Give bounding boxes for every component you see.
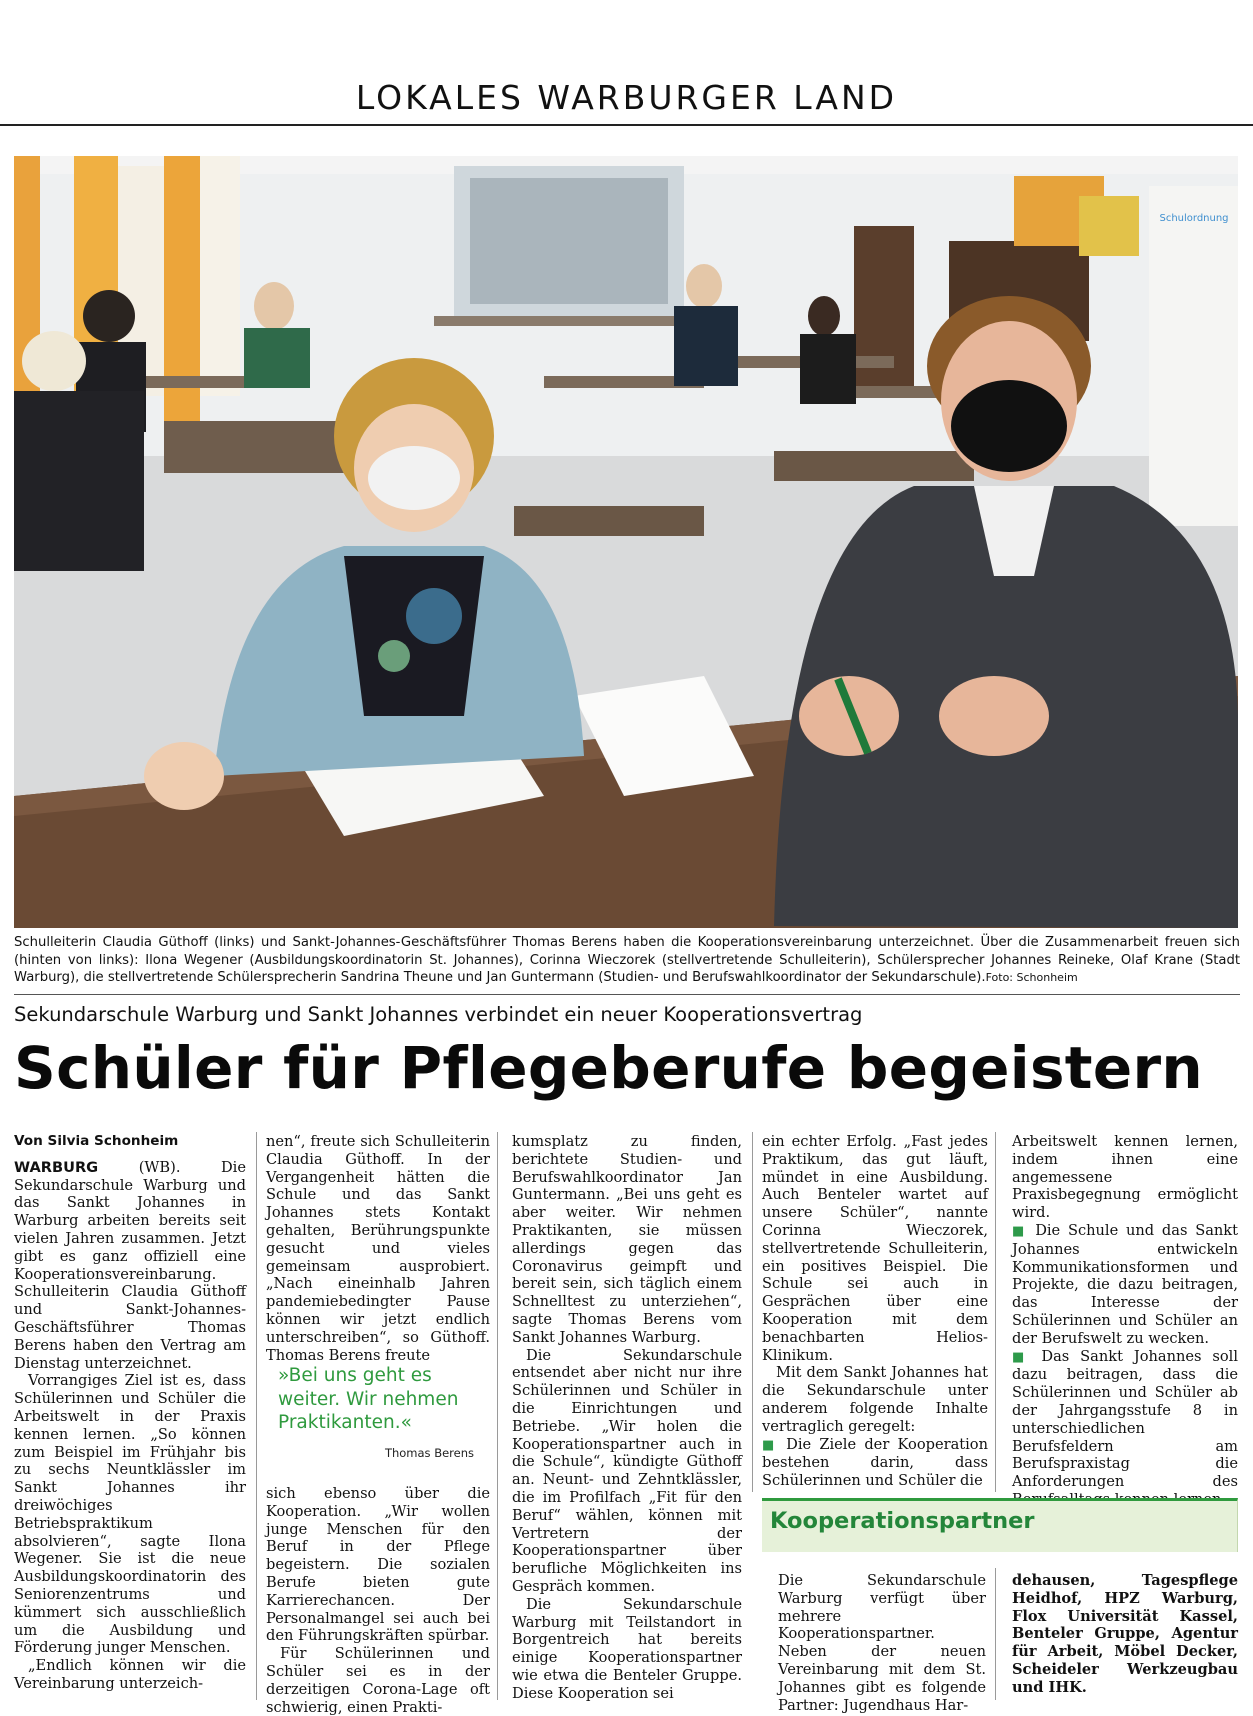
column-divider xyxy=(995,1132,996,1492)
paragraph: sich ebenso über die Kooperation. „Wir wollen junge Menschen für den Beruf in der Pflege begeistern. Die sozialen Berufe bieten gute Karrierechancen. Der Personalmangel sei auch bei den Führungskräften spürbar. xyxy=(266,1485,490,1645)
paragraph: Die Sekundarschule Warburg mit Teilstandort in Borgentreich hat bereits einige Kooperationspartner wie etwa die Benteler Gruppe. Diese Kooperation sei xyxy=(512,1595,742,1702)
square-bullet-icon: ■ xyxy=(1012,1223,1028,1239)
paragraph: „Endlich können wir die Vereinbarung unterzeich- xyxy=(14,1657,246,1692)
paragraph: Arbeitswelt kennen lernen, indem ihnen eine angemessene Praxisbegegnung ermöglicht wird. xyxy=(1012,1133,1238,1222)
paragraph: dehausen, Tagespflege Heidhof, HPZ Warburg, Flox Universität Kassel, Benteler Gruppe, Agentur für Arbeit, Möbel Decker, Scheideler Werkzeugbau und IHK. xyxy=(1012,1572,1238,1696)
paragraph: (WB). Die Sekundarschule Warburg und das Sankt Johannes in Warburg arbeiten bereits seit vielen Jahren zusammen. Jetzt gibt es ganz offiziell eine Kooperationsvereinbarung. Schulleiterin Claudia Güthoff und Sankt-Johannes-Geschäftsführer Thomas Berens haben den Vertrag am Dienstag unterzeichnet. xyxy=(14,1158,246,1372)
list-item: Die Ziele der Kooperation bestehen darin, dass Schülerinnen und Schüler die xyxy=(762,1435,988,1490)
section-title: LOKALES WARBURGER LAND xyxy=(355,78,898,117)
byline: Von Silvia Schonheim xyxy=(14,1133,179,1149)
infobox-column-1 xyxy=(778,1572,986,1714)
infobox-column-2 xyxy=(1012,1572,1238,1697)
paragraph: ein echter Erfolg. „Fast jedes Praktikum, das gut läuft, mündet in eine Ausbildung. Auch Benteler wartet auf unsere Schüler“, nannte Corinna Wieczorek, stellvertretende Schulleiterin, ein positives Beispiel. Die Schule sei auch in Gesprächen über eine Kooperation mit dem benachbarten Helios-Klinikum. xyxy=(762,1133,988,1364)
paragraph: nen“, freute sich Schulleiterin Claudia Güthoff. In der Vergangenheit hätten die Schule und das Sankt Johannes stets Kontakt gehalten, Berührungspunkte gesucht und vieles gemeinsam ausprobiert. „Nach eineinhalb Jahren pandemiebedingter Pause können wir jetzt endlich unterschreiben“, so Güthoff. Thomas Berens freute xyxy=(266,1133,490,1364)
list-item: Die Schule und das Sankt Johannes entwickeln Kommunikationsformen und Projekte, die dazu beitragen, das Interesse der Schülerinnen und Schüler an der Berufswelt zu wecken. xyxy=(1012,1221,1238,1347)
pull-quote: »Bei uns geht es weiter. Wir nehmen Praktikanten.« xyxy=(278,1365,459,1433)
paragraph: Mit dem Sankt Johannes hat die Sekundarschule unter anderem folgende Inhalte vertraglich geregelt: xyxy=(762,1364,988,1435)
article-column-5 xyxy=(1012,1133,1238,1509)
paragraph: Die Sekundarschule Warburg verfügt über mehrere Kooperationspartner. Neben der neuen Vereinbarung mit dem St. Johannes gibt es folgende Partner: Jugendhaus Har- xyxy=(778,1572,986,1714)
top-rule xyxy=(0,124,1253,126)
article-column-2b xyxy=(266,1485,490,1716)
article-photo xyxy=(14,156,1238,928)
paragraph: kumsplatz zu finden, berichtete Studien- und Berufswahlkoordinator Jan Guntermann. „Bei uns geht es aber weiter. Wir nehmen Praktikanten, sie müssen allerdings gegen das Coronavirus geimpft und bereit sein, sich täglich einem Schnelltest zu unterziehen“, sagte Thomas Berens vom Sankt Johannes Warburg. xyxy=(512,1133,742,1346)
photo-credit: Foto: Schonheim xyxy=(985,971,1078,985)
paragraph: Vorrangiges Ziel ist es, dass Schülerinnen und Schüler die Arbeitswelt in der Praxis kennen lernen. „So können zum Beispiel im Frühjahr bis zu sechs Neuntklässler im Sankt Johannes ihr dreiwöchiges Betriebspraktikum absolvieren“, sagte Ilona Wegener. Sie ist die neue Ausbildungskoordinatorin des Seniorenzentrums und kümmert sich ausschließlich um die Ausbildung und Förderung junger Menschen. xyxy=(14,1372,246,1657)
dateline: WARBURG xyxy=(14,1158,99,1176)
column-divider xyxy=(752,1132,753,1492)
caption-rule xyxy=(14,994,1240,995)
column-divider xyxy=(256,1132,257,1700)
photo-caption xyxy=(14,934,1240,987)
photo-caption-text: Schulleiterin Claudia Güthoff (links) und Sankt-Johannes-Geschäftsführer Thomas Berens haben die Kooperationsvereinbarung unterzeichnet. Über die Zusammenarbeit freuen sich (hinten von links): Ilona Wegener (Ausbildungskoordinatorin St. Johannes), Corinna Wieczorek (stellvertretende Schulleiterin), Schülersprecher Johannes Reineke, Olaf Krane (Stadt Warburg), die stellvertretende Schülersprecherin Sandrina Theune und Jan Guntermann (Studien- und Berufswahlkoordinator der Sekundarschule). xyxy=(14,935,1240,986)
classroom-sign: Schulordnung xyxy=(1159,213,1229,224)
paragraph: Für Schülerinnen und Schüler sei es in der derzeitigen Corona-Lage oft schwierig, einen Prakti- xyxy=(266,1645,490,1716)
list-item: Das Sankt Johannes soll dazu beitragen, dass die Schülerinnen und Schüler ab der Jahrgangsstufe 8 in unterschiedlichen Berufsfeldern am Berufspraxistag die Anforderungen des xyxy=(1012,1347,1238,1491)
square-bullet-icon: ■ xyxy=(762,1437,778,1453)
square-bullet-icon: ■ xyxy=(1012,1349,1031,1365)
infobox-title: Kooperationspartner xyxy=(770,1508,1035,1534)
infobox-header xyxy=(762,1498,1238,1552)
column-divider xyxy=(497,1132,498,1700)
pull-quote-author: Thomas Berens xyxy=(384,1446,474,1460)
article-headline: Schüler für Pflegeberufe begeistern xyxy=(14,1034,1203,1102)
paragraph: Die Sekundarschule entsendet aber nicht nur ihre Schülerinnen und Schüler in die Einrichtungen und Betriebe. „Wir holen die Kooperationspartner auch in die Schule“, kündigte Güthoff an. Neunt- und Zehntklässler, die im Profilfach „Fit für den Beruf“ wählen, können mit Vertretern der Kooperationspartner über berufliche Möglichkeiten ins Gespräch kommen. xyxy=(512,1346,742,1595)
article-column-4 xyxy=(762,1133,988,1490)
article-column-3 xyxy=(512,1133,742,1703)
article-column-1 xyxy=(14,1133,246,1693)
column-divider xyxy=(995,1568,996,1700)
article-column-2a xyxy=(266,1133,490,1364)
article-overline: Sekundarschule Warburg und Sankt Johannes verbindet ein neuer Kooperationsvertrag xyxy=(14,1003,863,1026)
